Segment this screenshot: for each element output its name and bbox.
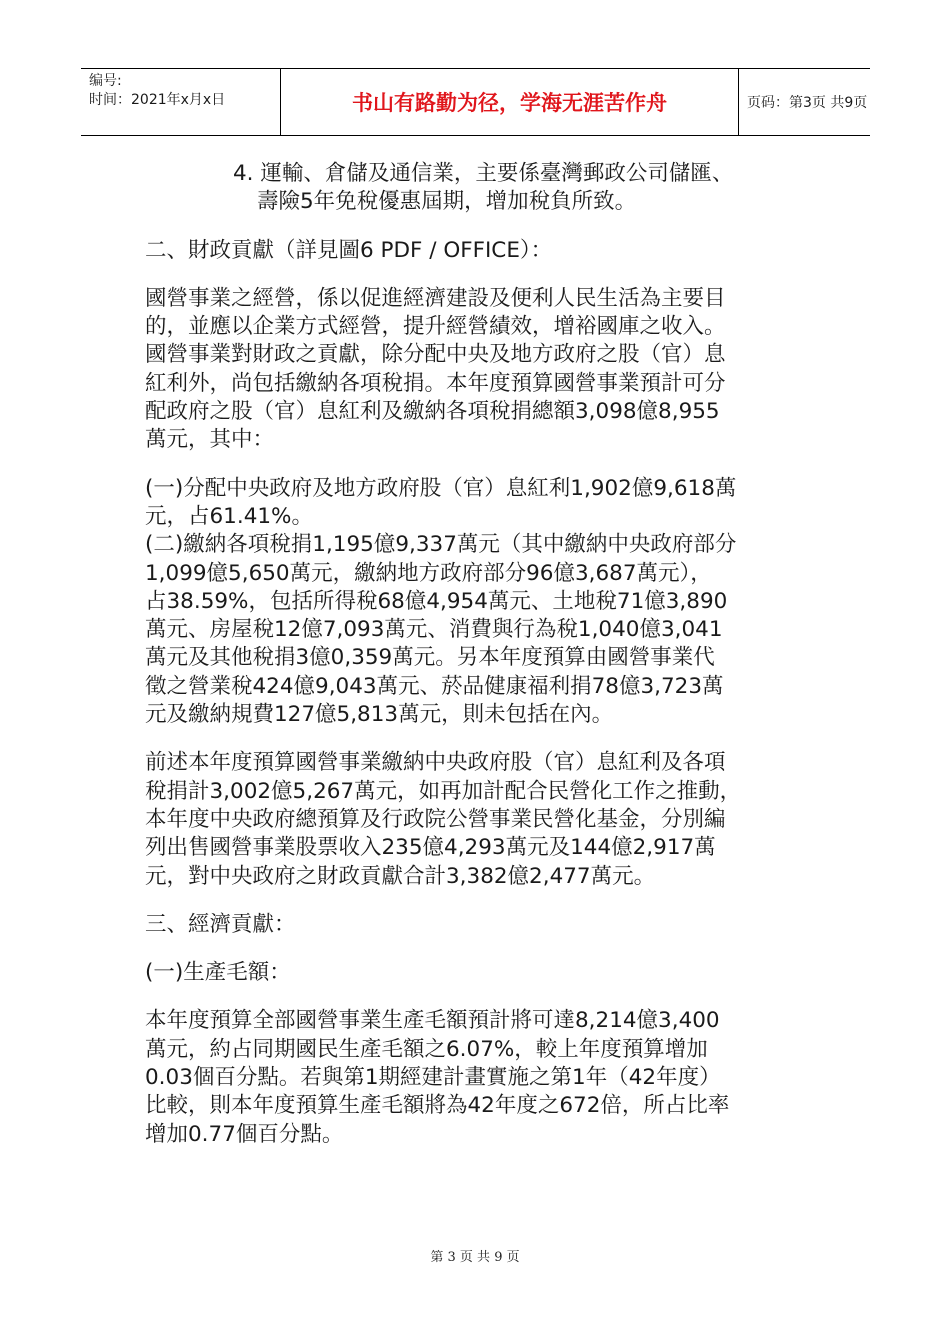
text-line: 占38.59%，包括所得稅68億4,954萬元、土地稅71億3,890 xyxy=(145,588,728,614)
header-meta xyxy=(81,69,281,135)
text-line: 1,099億5,650萬元，繳納地方政府部分96億3,687萬元）， xyxy=(145,560,712,586)
text-line: 稅捐計3,002億5,267萬元，如再加計配合民營化工作之推動， xyxy=(145,778,742,804)
item-4-line-1: 4. 運輸、倉儲及通信業，主要係臺灣郵政公司儲匯、 xyxy=(233,161,734,186)
text-line: 比較，則本年度預算生產毛額將為42年度之672倍，所占比率 xyxy=(145,1093,730,1119)
text-line: 萬元及其他稅捐3億0,359萬元。另本年度預算由國營事業代 xyxy=(145,645,715,671)
text-line: (一)分配中央政府及地方政府股（官）息紅利1,902億9,618萬 xyxy=(145,475,737,501)
text-line: 前述本年度預算國營事業繳納中央政府股（官）息紅利及各項 xyxy=(145,750,726,776)
text-line: 萬元，其中： xyxy=(145,427,275,453)
text-line: (二)繳納各項稅捐1,195億9,337萬元（其中繳納中央政府部分 xyxy=(145,532,737,558)
date-label: 时间：2021年x月x日 xyxy=(89,92,226,108)
text-line: 配政府之股（官）息紅利及繳納各項稅捐總額3,098億8,955 xyxy=(145,399,720,425)
section-2-paragraph-3 xyxy=(145,749,815,890)
section-3-paragraph-1 xyxy=(145,1007,815,1148)
section-2-paragraph-1 xyxy=(145,285,815,455)
text-line: 徵之營業稅424億9,043萬元、菸品健康福利捐78億3,723萬 xyxy=(145,673,724,699)
text-line: 本年度預算全部國營事業生產毛額預計將可達8,214億3,400 xyxy=(145,1008,720,1034)
text-line: 萬元，約占同期國民生產毛額之6.07%，較上年度預算增加 xyxy=(145,1036,708,1062)
page-footer: 第 3 页 共 9 页 xyxy=(430,1250,520,1265)
text-line: 國營事業之經營，係以促進經濟建設及便利人民生活為主要目 xyxy=(145,285,726,311)
document-body xyxy=(145,160,815,1149)
text-line: 元，占61.41%。 xyxy=(145,503,313,529)
text-line: 本年度中央政府總預算及行政院公營事業民營化基金，分別編 xyxy=(145,806,726,832)
section-3-subheading: (一)生產毛額： xyxy=(145,960,291,986)
text-line: 列出售國營事業股票收入235億4,293萬元及144億2,917萬 xyxy=(145,835,716,861)
section-2-heading: 二、財政貢獻（詳見圖6 PDF / OFFICE）： xyxy=(145,237,553,263)
text-line: 萬元、房屋稅12億7,093萬元、消費與行為稅1,040億3,041 xyxy=(145,617,723,643)
header-page-label: 页码：第3页 共9页 xyxy=(747,95,868,111)
text-line: 的，並應以企業方式經營，提升經營績效，增裕國庫之收入。 xyxy=(145,314,726,340)
document-header xyxy=(81,68,870,136)
text-line: 元及繳納規費127億5,813萬元，則未包括在內。 xyxy=(145,702,614,728)
text-line: 0.03個百分點。若與第1期經建計畫實施之第1年（42年度） xyxy=(145,1065,721,1091)
text-line: 紅利外，尚包括繳納各項稅捐。本年度預算國營事業預計可分 xyxy=(145,370,726,396)
text-line: 元，對中央政府之財政貢獻合計3,382億2,477萬元。 xyxy=(145,863,656,889)
number-label: 编号: xyxy=(89,73,122,89)
section-3-heading: 三、經濟貢獻： xyxy=(145,911,296,937)
item-4-line-2: 壽險5年免稅優惠屆期，增加稅負所致。 xyxy=(257,189,637,215)
text-line: 增加0.77個百分點。 xyxy=(145,1121,344,1147)
text-line: 國營事業對財政之貢獻，除分配中央及地方政府之股（官）息 xyxy=(145,342,726,368)
section-2-paragraph-2 xyxy=(145,475,815,730)
header-motto: 书山有路勤为径，学海无涯苦作舟 xyxy=(281,69,739,135)
